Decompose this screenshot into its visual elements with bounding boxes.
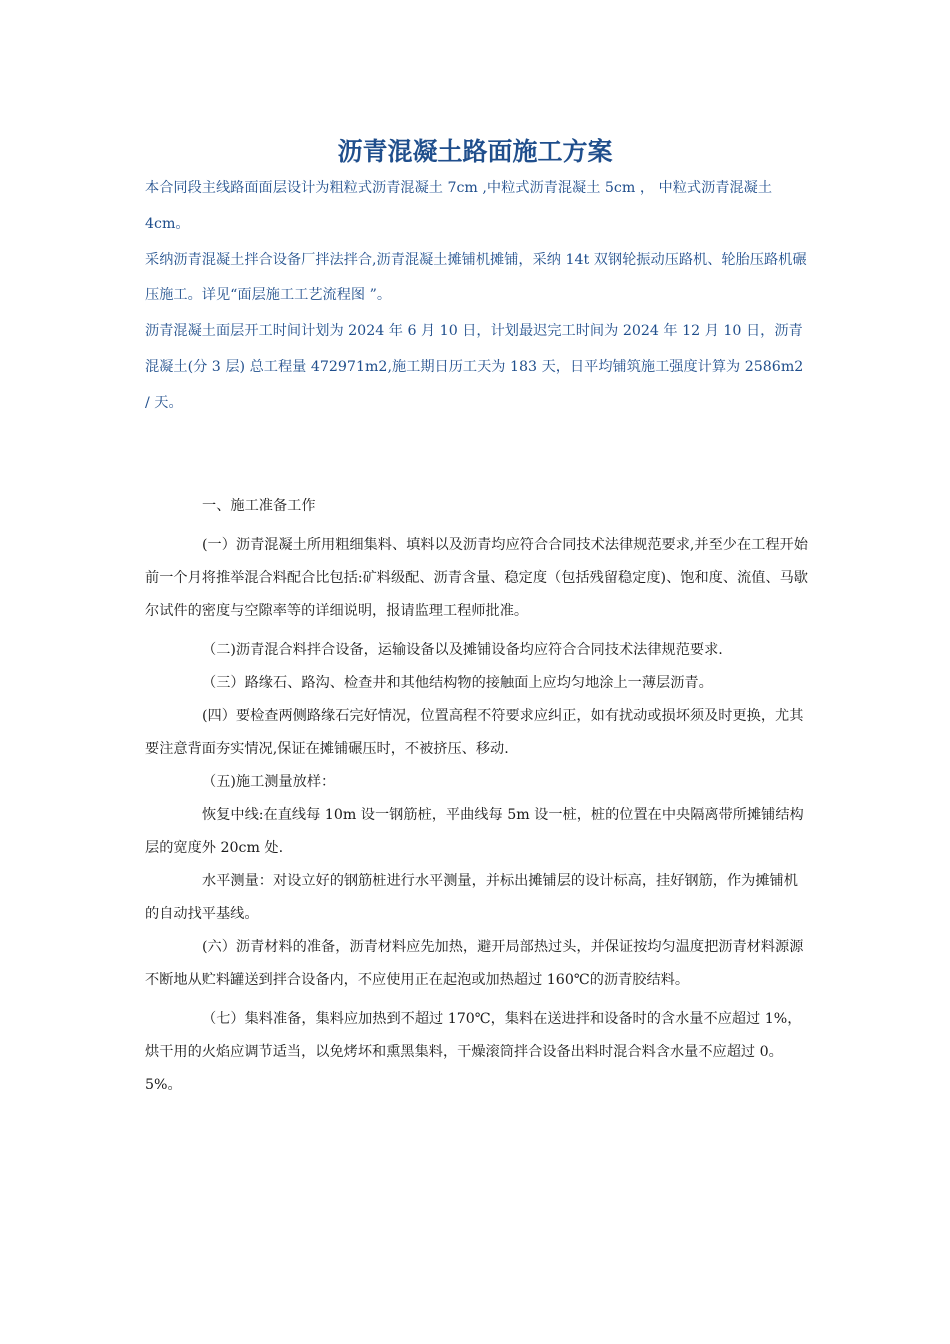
intro-paragraph: 沥青混凝土面层开工时间计划为 2024 年 6 月 10 日，计划最迟完工时间为 2024 年 12 月 10 日，沥青混凝土(分 3 层) 总工程量 472971m2,施工期日历工天为 183 天，日平均铺筑施工强度计算为 2586m2 / 天。	[145, 323, 804, 411]
body-paragraph: (六）沥青材料的准备，沥青材料应先加热，避开局部热过头，并保证按均匀温度把沥青材料源源不断地从贮料罐送到拌合设备内，不应使用正在起泡或加热超过 160℃的沥青胶结料。	[145, 939, 804, 988]
body-section	[145, 490, 810, 1102]
body-paragraph: (四）要检查两侧路缘石完好情况，位置高程不符要求应纠正，如有扰动或损坏须及时更换，尤其要注意背面夯实情况,保证在摊铺碾压时，不被挤压、移动.	[145, 708, 804, 757]
body-paragraph: （二)沥青混合料拌合设备，运输设备以及摊铺设备均应符合合同技术法律规范要求.	[202, 642, 723, 658]
intro-section	[145, 171, 810, 422]
page-title: 沥青混凝土路面施工方案	[337, 137, 613, 166]
intro-paragraph: 本合同段主线路面面层设计为粗粒式沥青混凝土 7cm ,中粒式沥青混凝土 5cm ， 中粒式沥青混凝土 4cm。	[145, 180, 773, 232]
body-paragraph: （五)施工测量放样：	[202, 774, 336, 790]
body-paragraph: （三）路缘石、路沟、检查井和其他结构物的接触面上应均匀地涂上一薄层沥青。	[202, 675, 713, 691]
section-heading: 一、施工准备工作	[202, 498, 316, 514]
intro-paragraph: 采纳沥青混凝土拌合设备厂拌法拌合,沥青混凝土摊铺机摊铺，采纳 14t 双钢轮振动压路机、轮胎压路机碾压施工。详见“面层施工工艺流程图 ”。	[145, 251, 807, 304]
body-paragraph: 水平测量：对设立好的钢筋桩进行水平测量，并标出摊铺层的设计标高，挂好钢筋，作为摊铺机的自动找平基线。	[145, 873, 798, 922]
body-paragraph: 恢复中线:在直线每 10m 设一钢筋桩，平曲线每 5m 设一桩，桩的位置在中央隔离带所摊铺结构层的宽度外 20cm 处.	[145, 807, 804, 856]
body-paragraph: (一）沥青混凝土所用粗细集料、填料以及沥青均应符合合同技术法律规范要求,并至少在工程开始前一个月将推举混合料配合比包括:矿料级配、沥青含量、稳定度（包括残留稳定度)、饱和度、流值、马歇尔试件的密度与空隙率等的详细说明，报请监理工程师批准。	[145, 537, 808, 619]
body-paragraph: （七）集料准备，集料应加热到不超过 170℃，集料在送进拌和设备时的含水量不应超过 1%，烘干用的火焰应调节适当，以免烤坏和熏黑集料，干燥滚筒拌合设备出料时混合料含水量不应超过 0。5%。	[145, 1011, 802, 1093]
